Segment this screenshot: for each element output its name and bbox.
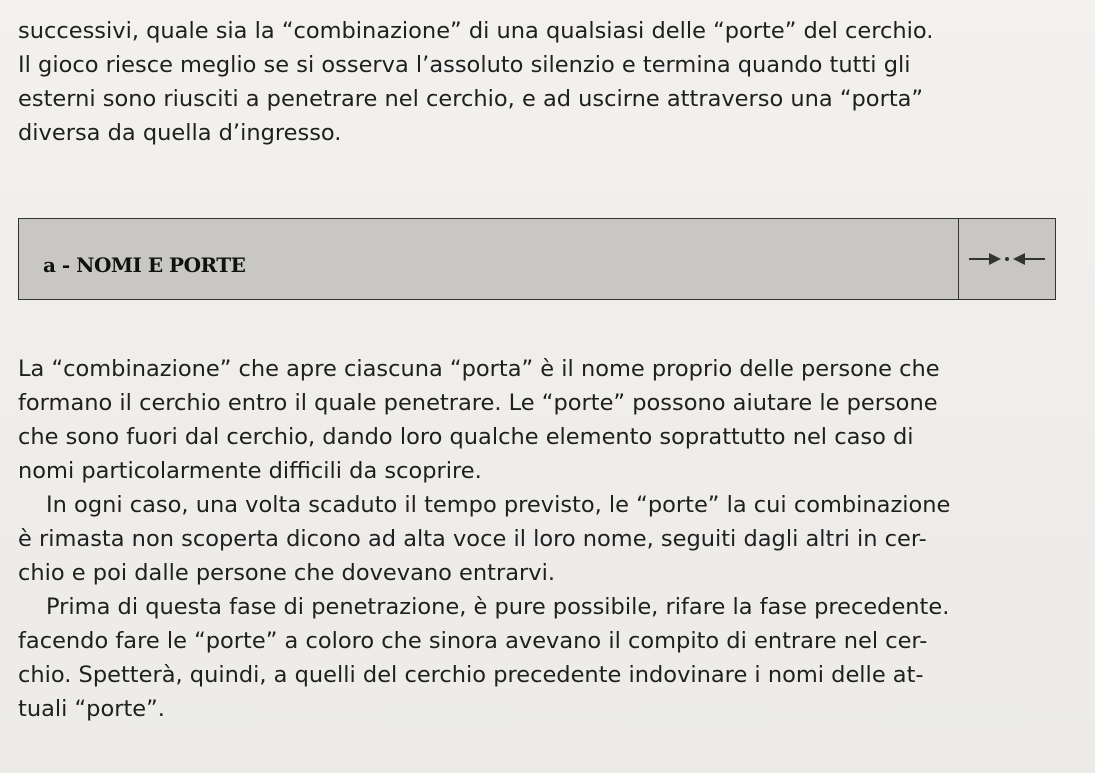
paragraph-line: tuali “porte”. <box>18 696 165 722</box>
section-title: a - NOMI E PORTE <box>43 253 246 277</box>
paragraph-line: nomi particolarmente difficili da scoprire. <box>18 458 482 484</box>
paragraph-line: che sono fuori dal cerchio, dando loro qualche elemento soprattutto nel caso di <box>18 424 914 450</box>
paragraph-line: Il gioco riesce meglio se si osserva l’assoluto silenzio e termina quando tutti gli <box>18 52 911 78</box>
paragraph-line: In ogni caso, una volta scaduto il tempo previsto, le “porte” la cui combinazione <box>46 492 951 518</box>
section-title-cell <box>19 219 959 299</box>
body-paragraph <box>18 352 1068 726</box>
paragraph-line: chio e poi dalle persone che dovevano entrarvi. <box>18 560 555 586</box>
top-paragraph <box>18 14 1068 150</box>
paragraph-line: Prima di questa fase di penetrazione, è pure possibile, rifare la fase precedente. <box>46 594 950 620</box>
section-icon-cell <box>959 219 1055 299</box>
paragraph-line: diversa da quella d’ingresso. <box>18 120 342 146</box>
paragraph-line: è rimasta non scoperta dicono ad alta voce il loro nome, seguiti dagli altri in cer- <box>18 526 927 552</box>
paragraph-line: formano il cerchio entro il quale penetrare. Le “porte” possono aiutare le persone <box>18 390 938 416</box>
paragraph-line: successivi, quale sia la “combinazione” di una qualsiasi delle “porte” del cerchio. <box>18 18 934 44</box>
paragraph-line: esterni sono riusciti a penetrare nel cerchio, e ad uscirne attraverso una “porta” <box>18 86 924 112</box>
paragraph-line: chio. Spetterà, quindi, a quelli del cerchio precedente indovinare i nomi delle at- <box>18 662 924 688</box>
arrows-converging-icon <box>967 244 1047 274</box>
paragraph-line: La “combinazione” che apre ciascuna “porta” è il nome proprio delle persone che <box>18 356 940 382</box>
section-header-box <box>18 218 1056 300</box>
paragraph-line: facendo fare le “porte” a coloro che sinora avevano il compito di entrare nel cer- <box>18 628 928 654</box>
